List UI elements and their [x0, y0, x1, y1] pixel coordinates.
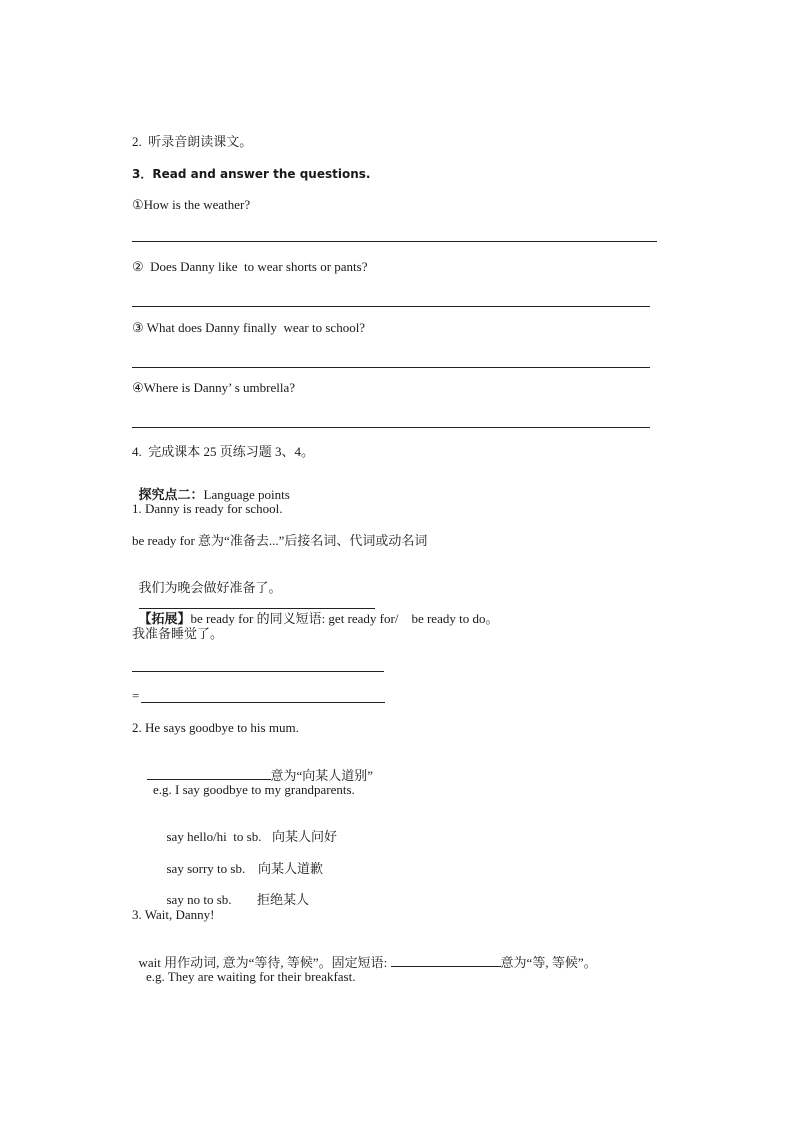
answer-line-3[interactable] — [132, 367, 650, 368]
phrase-row — [160, 845, 324, 877]
question-1: ①How is the weather? — [132, 197, 251, 212]
lp2-meaning-row — [140, 751, 373, 784]
sleep-answer-line-2[interactable] — [141, 702, 385, 703]
lp3-explain-b: 意为“等, 等候”。 — [500, 955, 597, 970]
answer-line-1[interactable] — [132, 241, 657, 242]
lp1-sleep: 我准备睡觉了。 — [132, 626, 224, 641]
phrase-en: say hello/hi to sb. — [166, 829, 262, 844]
lp1-explain: be ready for 意为“准备去...”后接名词、代词或动名词 — [132, 533, 428, 548]
lp2-blank[interactable] — [147, 767, 271, 780]
question-3: ③ What does Danny finally wear to school? — [132, 320, 366, 335]
lp3-blank[interactable] — [391, 954, 501, 967]
lp2-meaning: 意为“向某人道别” — [270, 768, 374, 783]
item-2: 2. 听录音朗读课文。 — [132, 134, 253, 149]
sleep-answer-line-1[interactable] — [132, 671, 384, 672]
lp3-explain-a: wait 用作动词, 意为“等待, 等候”。固定短语: — [138, 955, 391, 970]
lp1-title: 1. Danny is ready for school. — [132, 501, 283, 516]
lp2-title: 2. He says goodbye to his mum. — [132, 720, 299, 735]
section-2-title: 探究点二： — [138, 487, 204, 502]
question-4: ④Where is Danny’ s umbrella? — [132, 380, 296, 395]
phrase-cn: 拒绝某人 — [257, 892, 310, 907]
answer-line-2[interactable] — [132, 306, 650, 307]
expand-text: be ready for 的同义短语: get ready for/ be ready to do。 — [190, 611, 499, 626]
lp3-title: 3. Wait, Danny! — [132, 907, 215, 922]
phrase-en: say sorry to sb. — [166, 861, 246, 876]
lp2-example: e.g. I say goodbye to my grandparents. — [153, 782, 355, 797]
lp3-example: e.g. They are waiting for their breakfast. — [146, 969, 356, 984]
phrase-row — [160, 813, 338, 845]
lp1-translate: 我们为晚会做好准备了。 — [138, 580, 282, 595]
lp3-explain-row — [132, 938, 597, 971]
lp1-expand-row — [132, 595, 498, 627]
phrase-cn: 向某人道歉 — [258, 861, 324, 876]
section-2-heading — [132, 471, 290, 503]
question-2: ② Does Danny like to wear shorts or pants? — [132, 259, 368, 274]
section-2-subtitle: Language points — [203, 487, 290, 502]
phrase-cn: 向某人问好 — [272, 829, 338, 844]
item-3-heading: 3．Read and answer the questions. — [132, 167, 371, 181]
answer-line-4[interactable] — [132, 427, 650, 428]
phrase-row — [160, 876, 310, 908]
item-4: 4. 完成课本 25 页练习题 3、4。 — [132, 444, 315, 459]
expand-tag: 【拓展】 — [138, 611, 191, 626]
equals-sign: = — [132, 688, 140, 703]
phrase-en: say no to sb. — [166, 892, 232, 907]
